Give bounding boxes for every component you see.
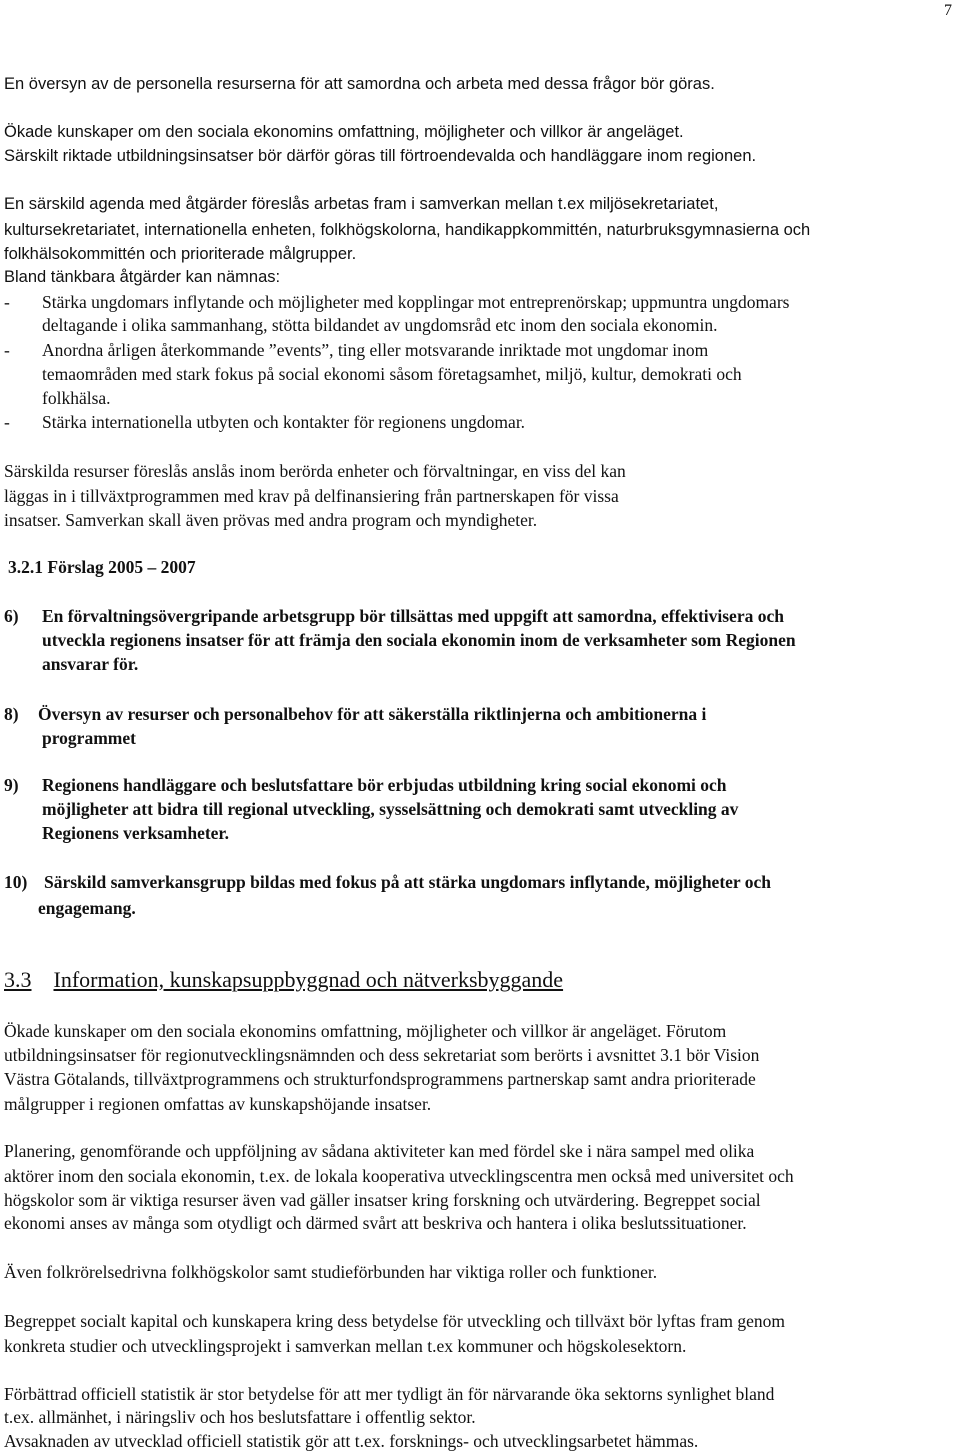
paragraph-line: utbildningsinsatser för regionutvecklingsnämnden och dess sekretariat som berörts i avsnittet 3.1 bör Vision [4, 1045, 760, 1065]
paragraph-line: Förbättrad officiell statistik är stor betydelse för att mer tydligt än för närvarande öka sektorns synlighet bland [4, 1384, 775, 1404]
paragraph-line: Västra Götalands, tillväxtprogrammens och strukturfondsprogrammens partnerskap samt andra prioriterade [4, 1069, 756, 1089]
proposal-number: 10) [4, 872, 28, 892]
bullet-line: Stärka ungdomars inflytande och möjligheter med kopplingar mot entreprenörskap; uppmuntra ungdomars [42, 292, 790, 312]
paragraph-line: Ökade kunskaper om den sociala ekonomins omfattning, möjligheter och villkor är angeläget. [4, 123, 684, 141]
proposal-line: utveckla regionens insatser för att främja den sociala ekonomin inom de verksamheter som Regionen [42, 630, 796, 650]
section-heading [4, 966, 563, 994]
proposal-number: 8) [4, 704, 19, 724]
page-number: 7 [944, 2, 952, 19]
section-title: Information, kunskapsuppbyggnad och nätverksbyggande [53, 967, 564, 992]
proposal-number: 6) [4, 606, 19, 626]
paragraph-line: Bland tänkbara åtgärder kan nämnas: [4, 268, 281, 286]
proposal-line: engagemang. [38, 898, 136, 918]
paragraph-line: Avsaknaden av utvecklad officiell statistik gör att t.ex. forsknings- och utvecklingsarbetet hämmas. [4, 1431, 699, 1451]
proposal-line: Regionens verksamheter. [42, 823, 229, 843]
paragraph-line: Planering, genomförande och uppföljning av sådana aktiviteter kan med fördel ske i nära sampel med olika [4, 1141, 755, 1161]
section-heading: 3.2.1 Förslag 2005 – 2007 [8, 557, 196, 577]
proposal-line: Översyn av resurser och personalbehov för att säkerställa riktlinjerna och ambitionerna i [38, 704, 707, 724]
bullet-line: Stärka internationella utbyten och kontakter för regionens ungdomar. [42, 412, 526, 432]
proposal-line: programmet [42, 728, 136, 748]
paragraph-line: konkreta studier och utvecklingsprojekt i samverkan mellan t.ex kommuner och högskolesektorn. [4, 1336, 687, 1356]
section-number: 3.3 [4, 967, 32, 992]
paragraph-line: insatser. Samverkan skall även prövas med andra program och myndigheter. [4, 510, 538, 530]
paragraph-line: Begreppet socialt kapital och kunskapera kring dess betydelse för utveckling och tillväxt bör lyftas fram genom [4, 1311, 785, 1331]
proposal-line: Särskild samverkansgrupp bildas med fokus på att stärka ungdomars inflytande, möjligheter och [44, 872, 771, 892]
bullet-line: temaområden med stark fokus på social ekonomi såsom företagsamhet, miljö, kultur, demokrati och [42, 364, 742, 384]
paragraph-line: aktörer inom den sociala ekonomin, t.ex. de lokala kooperativa utvecklingscentra men också med universitet och [4, 1166, 794, 1186]
paragraph-line: Även folkrörelsedrivna folkhögskolor samt studieförbunden har viktiga roller och funktioner. [4, 1262, 658, 1282]
proposal-line: Regionens handläggare och beslutsfattare bör erbjudas utbildning kring social ekonomi och [42, 775, 727, 795]
paragraph-line: Ökade kunskaper om den sociala ekonomins omfattning, möjligheter och villkor är angeläget. Förutom [4, 1021, 727, 1041]
paragraph-line: folkhälsokommittén och prioriterade målgrupper. [4, 245, 357, 263]
paragraph-line: kultursekretariatet, internationella enheten, folkhögskolorna, handikappkommittén, naturbruksgymnasierna och [4, 221, 811, 239]
bullet-line: deltagande i olika sammanhang, stötta bildandet av ungdomsråd etc inom den sociala ekonomin. [42, 315, 718, 335]
bullet-line: Anordna årligen återkommande ”events”, ting eller motsvarande inriktade mot ungdomar inom [42, 340, 709, 360]
paragraph-line: målgrupper i regionen omfattas av kunskapshöjande insatser. [4, 1094, 432, 1114]
paragraph-line: Särskilda resurser föreslås anslås inom berörda enheter och förvaltningar, en viss del kan [4, 461, 626, 481]
bullet-line: folkhälsa. [42, 388, 111, 408]
bullet-dash: - [4, 412, 10, 432]
paragraph-line: En översyn av de personella resurserna för att samordna och arbeta med dessa frågor bör göras. [4, 75, 715, 93]
proposal-line: ansvarar för. [42, 654, 139, 674]
paragraph-line: högskolor som är viktiga resurser även vad gäller insatser kring forskning och utvärdering. Begreppet social [4, 1190, 761, 1210]
paragraph-line: ekonomi anses av många som otydligt och därmed svårt att beskriva och hantera i olika beslutssituationer. [4, 1213, 747, 1233]
proposal-line: möjligheter att bidra till regional utveckling, sysselsättning och demokrati samt utveckling av [42, 799, 739, 819]
bullet-dash: - [4, 292, 10, 312]
paragraph-line: läggas in i tillväxtprogrammen med krav på delfinansiering från partnerskapen för vissa [4, 486, 619, 506]
proposal-number: 9) [4, 775, 19, 795]
paragraph-line: Särskilt riktade utbildningsinsatser bör därför göras till förtroendevalda och handläggare inom regionen. [4, 147, 757, 165]
paragraph-line: t.ex. allmänhet, i näringsliv och hos beslutsfattare i offentlig sektor. [4, 1407, 476, 1427]
proposal-line: En förvaltningsövergripande arbetsgrupp bör tillsättas med uppgift att samordna, effektivisera och [42, 606, 784, 626]
bullet-dash: - [4, 340, 10, 360]
paragraph-line: En särskild agenda med åtgärder föreslås arbetas fram i samverkan mellan t.ex miljösekretariatet, [4, 195, 719, 213]
